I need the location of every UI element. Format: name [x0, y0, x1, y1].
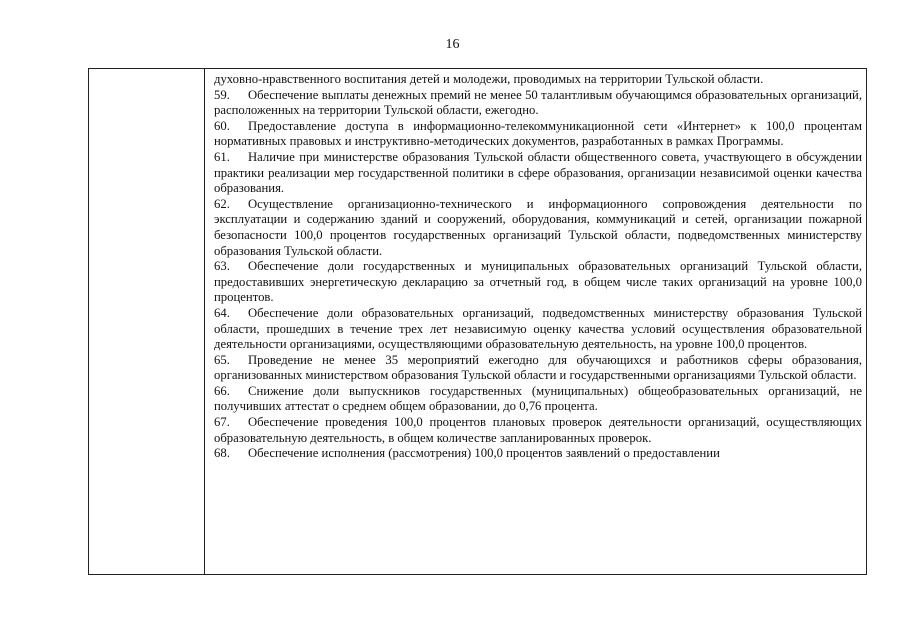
item-number: 64. [214, 305, 230, 320]
list-item [214, 446, 862, 462]
item-text: Проведение не менее 35 мероприятий ежегодно для обучающихся и работников сферы образования, организованных министерством образования Тульской области и государственными организациями Тульской области. [214, 352, 862, 383]
item-text: Обеспечение проведения 100,0 процентов плановых проверок деятельности организаций, осуществляющих образовательную деятельность, в общем количестве запланированных проверок. [214, 415, 862, 445]
table-right-column [214, 72, 862, 462]
item-text: Наличие при министерстве образования Тульской области общественного совета, участвующего в обсуждении практики реализации мер государственной политики в сфере образования, организации независимой оценки качества образования. [214, 149, 862, 196]
item-text: Предоставление доступа в информационно-телекоммуникационной сети «Интернет» к 100,0 процентам нормативных правовых и инструктивно-методических документов, разработанных в рамках Программы. [214, 118, 862, 149]
item-text: Осуществление организационно-технического и информационного сопровождения деятельности по эксплуатации и содержанию зданий и сооружений, оборудования, коммуникаций и сетей, организации пожарной безопасности 100,0 процентов государственных организаций Тульской области, подведомственных министерству образования Тульской области. [214, 196, 862, 258]
list-item [214, 197, 862, 259]
item-number: 66. [214, 383, 230, 398]
item-number: 63. [214, 259, 230, 274]
item-number: 68. [214, 446, 230, 461]
list-item [214, 119, 862, 150]
page-number: 16 [445, 37, 460, 52]
document-table [88, 68, 867, 575]
item-number: 65. [214, 352, 230, 367]
list-item [214, 353, 862, 384]
list-item [214, 150, 862, 197]
list-item [214, 259, 862, 306]
item-text: Снижение доли выпускников государственных (муниципальных) общеобразовательных организаций, не получивших аттестат о среднем общем образовании, до 0,76 процента. [214, 383, 862, 414]
table-left-column [89, 69, 205, 575]
list-item [214, 88, 862, 119]
table-cut-line [88, 574, 867, 575]
item-number: 67. [214, 415, 230, 430]
list-item [214, 415, 862, 446]
item-number: 60. [214, 118, 230, 133]
item-text: Обеспечение доли образовательных организаций, подведомственных министерству образования Тульской области, прошедших в течение трех лет независимую оценку качества условий осуществления образовательной деятельности организациями, осуществляющими образовательную деятельность, на уровне 100,0 процентов. [214, 305, 862, 352]
item-text: Обеспечение выплаты денежных премий не менее 50 талантливым обучающимся образовательных организаций, расположенных на территории Тульской области, ежегодно. [214, 87, 862, 118]
item-text: Обеспечение доли государственных и муниципальных образовательных организаций Тульской области, предоставивших энергетическую декларацию за отчетный год, в общем числе таких организаций на уровне 100,0 процентов. [214, 259, 862, 305]
item-number: 59. [214, 87, 230, 102]
list-item [214, 306, 862, 353]
list-item [214, 384, 862, 415]
item-list [214, 88, 862, 462]
item-text: Обеспечение исполнения (рассмотрения) 100,0 процентов заявлений о предоставлении [248, 446, 720, 461]
continuation-text: духовно-нравственного воспитания детей и молодежи, проводимых на территории Тульской области. [214, 72, 764, 86]
item-number: 62. [214, 196, 230, 211]
item-number: 61. [214, 149, 230, 164]
